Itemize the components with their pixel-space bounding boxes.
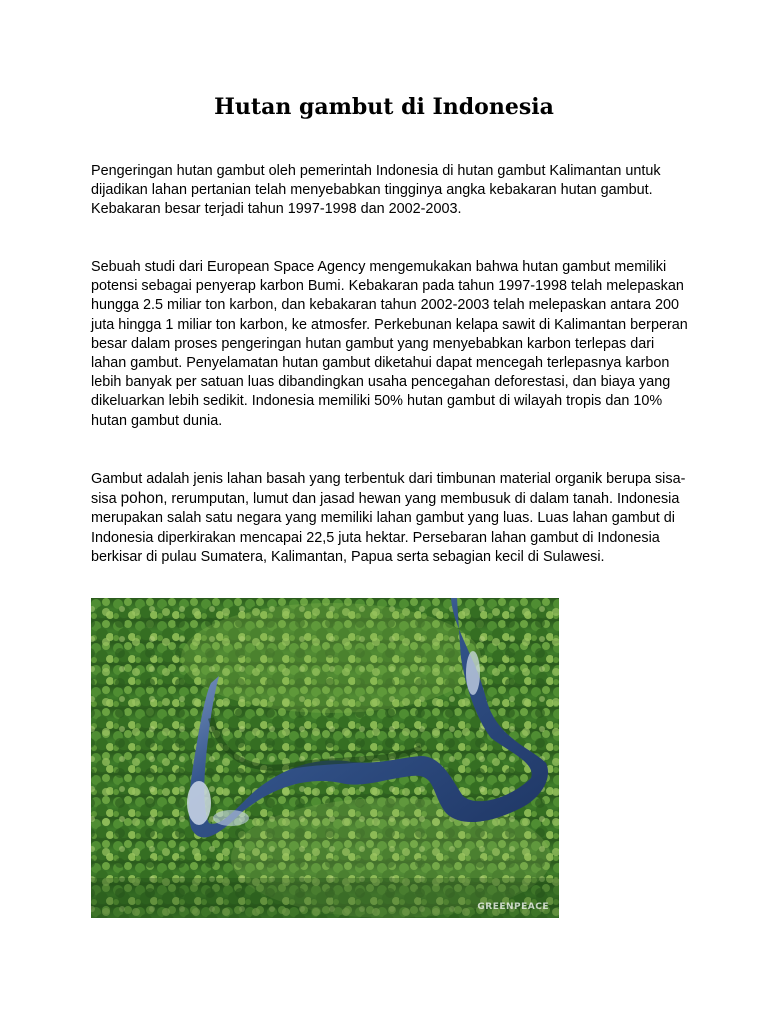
paragraph-peat-definition <box>91 470 691 567</box>
paragraph-peat-part1: Gambut adalah jenis lahan basah yang terbentuk dari timbunan material organik berupa sisa-sisa <box>91 471 686 508</box>
paragraph-carbon-study: Sebuah studi dari European Space Agency mengemukakan bahwa hutan gambut memiliki potensi sebagai penyerap karbon Bumi. Kebakaran pada tahun 1997-1998 telah melepaskan hungga 2.5 miliar ton karbon, dan kebakaran tahun 2002-2003 telah melepaskan antara 200 juta hingga 1 miliar ton karbon, ke atmosfer. Perkebunan kelapa sawit di Kalimantan berperan besar dalam proses pengeringan hutan gambut yang menyebabkan karbon terlepas dari lahan gambut. Penyelamatan hutan gambut diketahui dapat mencegah terlepasnya karbon lebih banyak per satuan luas dibandingkan usaha pencegahan deforestasi, dan biaya yang dikeluarkan lebih sedikit. Indonesia memiliki 50% hutan gambut di wilayah tropis dan 10% hutan gambut dunia. <box>91 259 688 429</box>
paragraph-peat-word-pohon: pohon <box>120 490 164 508</box>
document-title: Hutan gambut di Indonesia <box>214 94 554 120</box>
peat-forest-photo <box>91 598 559 918</box>
photo-watermark: GREENPEACE <box>477 902 549 912</box>
paragraph-peat-part2: , rerumputan, lumut dan jasad hewan yang membusuk di dalam tanah. Indonesia merupakan salah satu negara yang memiliki lahan gambut yang luas. Luas lahan gambut di Indonesia diperkirakan mencapai 22,5 juta hektar. Persebaran lahan gambut di Indonesia berkisar di pulau Sumatera, Kalimantan, Papua serta sebagian kecil di Sulawesi. <box>91 491 680 565</box>
paragraph-drainage: Pengeringan hutan gambut oleh pemerintah Indonesia di hutan gambut Kalimantan untuk dijadikan lahan pertanian telah menyebabkan tingginya angka kebakaran hutan gambut. Kebakaran besar terjadi tahun 1997-1998 dan 2002-2003. <box>91 163 661 218</box>
peat-forest-aerial-image <box>91 598 559 918</box>
